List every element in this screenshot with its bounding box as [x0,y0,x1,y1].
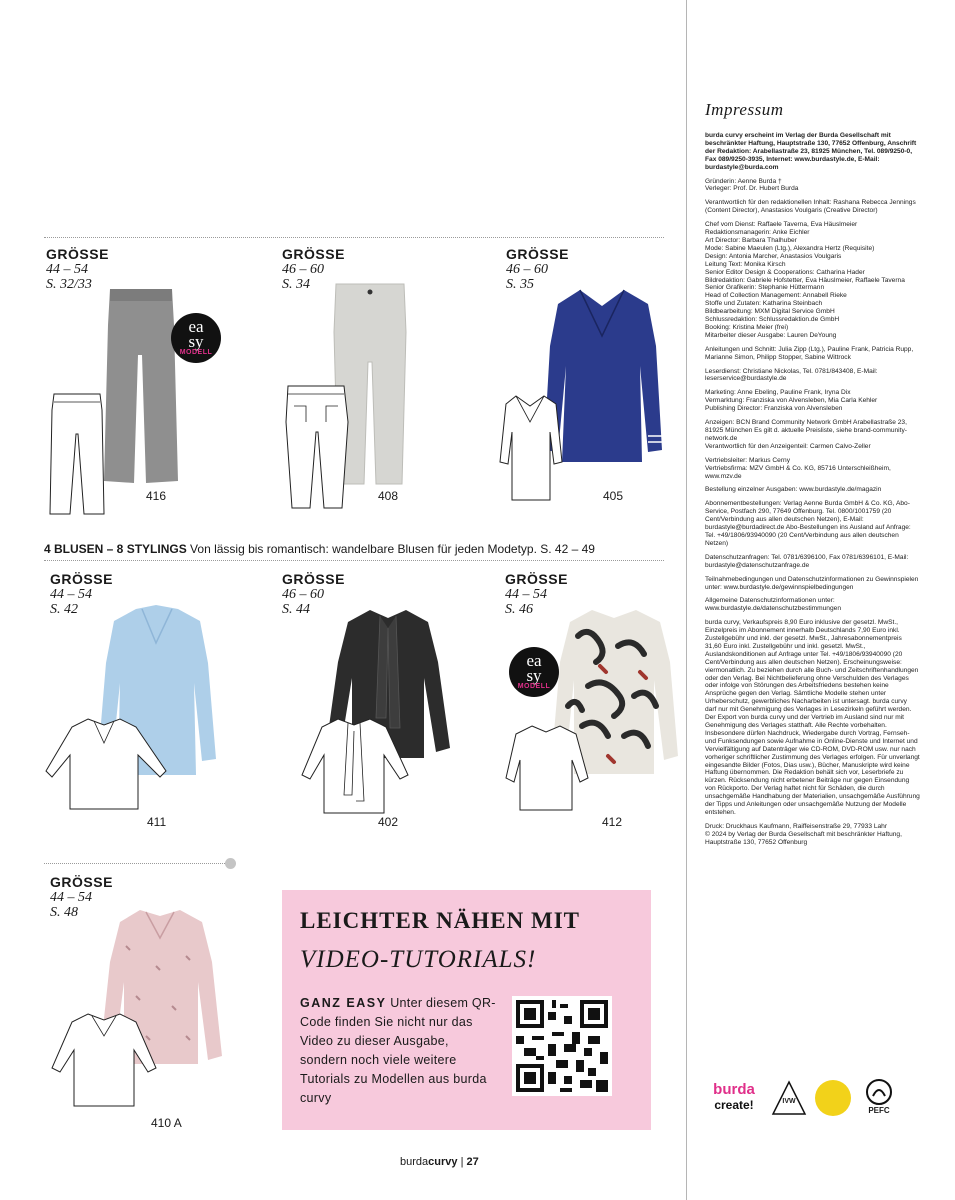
model-number: 411 [147,815,167,829]
page-reference: S. 35 [506,277,534,292]
impressum-founder: Gründerin: Aenne Burda † [705,177,782,185]
staff-line: Mode: Sabine Maeulen (Ltg.), Alexandra Hertz (Requisite) [705,244,875,252]
model-405-technical-drawing [496,392,566,506]
section-text: Von lässig bis romantisch: wandelbare Blusen für jeden Modetyp. S. 42 – 49 [190,542,595,556]
size-label: GRÖSSE [282,246,345,262]
footer-separator: | [460,1156,464,1168]
middle-separator [44,560,664,561]
model-number: 410 A [151,1116,182,1130]
size-range: 44 – 54 [505,587,547,602]
easy-model-badge: ea sy MODELL [171,313,221,363]
model-number: 412 [602,815,623,829]
size-label: GRÖSSE [282,571,345,587]
column-divider [686,0,687,1200]
impressum-distribution-company: Vertriebsfirma: MZV GmbH & Co. KG, 85716 Unterschleißheim, www.mzv.de [705,464,891,480]
publisher-logos [705,1078,920,1122]
impressum-single-orders: Bestellung einzelner Ausgaben: www.burdastyle.de/magazin [705,486,882,494]
marketing-line: Marketing: Anne Ebeling, Pauline Frank, Iryna Dix [705,389,851,397]
burda-create-logo: burda create! [713,1081,755,1112]
impressum-publisher: Verleger: Prof. Dr. Hubert Burda [705,185,799,193]
impressum-ads-responsible: Verantwortlich für den Anzeigenteil: Carmen Calvo-Zeller [705,442,871,450]
pefc-logo: PEFC [859,1078,899,1120]
model-412-technical-drawing [504,722,590,814]
impressum-subscriptions: Abonnementbestellungen: Verlag Aenne Burda GmbH & Co. KG, Abo-Service, Postfach 290, 77649 Offenburg. Tel. 0800/1001759 (20 Cent/Verbindung aus allen deutschen Netzen), E-Mail: burdastyle@burdadirect.de Abo-Bestellungen ins Ausland auf Anfrage: Tel. +49/1806/93940090 (20 Cent/Verbindung aus allen deutschen Netzen) [705,500,911,547]
page-reference: S. 34 [282,277,310,292]
marketing-line: Publishing Director: Franziska von Alvensleben [705,405,843,413]
promo-body [300,994,496,1108]
blusen-section-line [44,542,595,556]
model-416-info [46,246,109,292]
separator-dot [225,858,236,869]
initiative-badge-icon [815,1080,851,1116]
staff-line: Design: Antonia Marcher, Anastasios Voulgaris [705,252,842,260]
video-tutorial-promo [282,890,651,1130]
impressum-contest: Teilnahmebedingungen und Datenschutzinformationen zu Gewinnspielen unter: www.burdastyle.de/gewinnspielbedingungen [705,575,919,591]
size-range: 46 – 60 [506,262,548,277]
size-range: 46 – 60 [282,587,324,602]
page-reference: S. 44 [282,602,310,617]
staff-line: Head of Collection Management: Annabell Rieke [705,292,847,300]
staff-line: Redaktionsmanagerin: Anke Eichler [705,229,810,237]
impressum-text [705,132,920,853]
promo-lead: GANZ EASY [300,996,387,1010]
size-range: 46 – 60 [282,262,324,277]
model-number: 402 [378,815,399,829]
staff-line: Senior Editor Design & Cooperations: Catharina Hader [705,268,865,276]
size-range: 44 – 54 [50,890,92,905]
bottom-separator [44,863,229,864]
model-number: 405 [603,489,624,503]
impressum-intro: burda curvy erscheint im Verlag der Burda Gesellschaft mit beschränkter Haftung, Hauptstraße 130, 77652 Offenburg, Anschrift der Redaktion: Arabellastraße 23, 81925 München, Tel. 089/9250-0, Fax 089/9250-3935, Internet: www.burdastyle.de, E-Mail: burdastyle@burda.com [705,132,917,171]
size-range: 44 – 54 [46,262,88,277]
size-label: GRÖSSE [50,874,113,890]
model-416-photo [102,285,180,487]
promo-subtitle: VIDEO-TUTORIALS! [300,946,537,973]
model-408-technical-drawing [282,382,352,512]
impressum-copyright: © 2024 by Verlag der Burda Gesellschaft mit beschränkter Haftung, Hauptstraße 130, 77652 Offenburg [705,830,902,846]
impressum-distribution: Vertriebsleiter: Markus Cerny [705,456,791,464]
marketing-line: Vermarktung: Franziska von Alvensleben, Mia Carla Kehler [705,397,878,405]
size-label: GRÖSSE [46,246,109,262]
page-reference: S. 48 [50,905,78,920]
impressum-privacy: Datenschutzanfragen: Tel. 0781/6396100, Fax 0781/6396101, E-Mail: burdastyle@datenschutzanfrage.de [705,553,909,569]
model-411-technical-drawing [44,715,168,813]
model-410a-technical-drawing [48,1010,160,1110]
staff-line: Leitung Text: Monika Kirsch [705,260,786,268]
impressum-responsible: Verantwortlich für den redaktionellen Inhalt: Rashana Rebecca Jennings (Content Director), Anastasios Voulgaris (Creative Director) [705,199,916,215]
model-number: 416 [146,489,167,503]
staff-line: Mitarbeiter dieser Ausgabe: Lauren DeYoung [705,331,837,339]
model-number: 408 [378,489,399,503]
size-range: 44 – 54 [50,587,92,602]
size-label: GRÖSSE [50,571,113,587]
page-reference: S. 42 [50,602,78,617]
impressum-instructions: Anleitungen und Schnitt: Julia Zipp (Ltg.), Pauline Frank, Patricia Rupp, Marianne Simon, Philipp Stopper, Sabine Wittrock [705,345,914,361]
model-402-technical-drawing [300,715,410,817]
impressum-ads: Anzeigen: BCN Brand Community Network GmbH Arabellastraße 23, 81925 München Es gilt d. aktuelle Preisliste, siehe brand-community-network.de [705,419,907,442]
staff-line: Chef vom Dienst: Raffaele Taverna, Eva Häuslmeier [705,221,858,229]
qr-code[interactable] [512,996,612,1096]
impressum-legal: burda curvy, Verkaufspreis 8,90 Euro inklusive der gesetzl. MwSt., Einzelpreis im Abonnement innerhalb Deutschlands 7,90 Euro inkl. Zustellgebühr und inkl. der gesetzl. MwSt., Jahresabonnementpreis 31,60 Euro inkl. Zustellgebühr und inkl. gesetzl. MwSt., Auslandskonditionen auf Anfrage unter Tel. +49/1806/93940090 (20 Cent/Verbindung aus allen deutschen Netzen). Erscheinungsweise: viermonatlich. Zu beziehen durch alle Buch- und Zeitschriftenhandlungen oder den Verlag. Bei Nichtbelieferung ohne Verschulden des Verlages oder infolge von Störungen des Arbeitsfriedens bestehen keine Ansprüche gegen den Verlag. Sämtliche Modelle stehen unter Urheberschutz, gewerbliches Nacharbeiten ist untersagt. burda curvy darf nur mit Genehmigung des Verlages in Lesezirkeln geführt werden. Der Export von burda curvy und der Vertrieb im Ausland sind nur mit Genehmigung des Verlages statthaft. Alle Rechte vorbehalten. Insbesondere dürfen Nachdruck, Wiedergabe durch Vortrag, Fernseh- und Funksendungen sowie Aufnahme in Online-Dienste und Internet und Vervielfältigung auf Datenträger wie CD-ROM, DVD-ROM usw. nur nach vorheriger schriftlicher Zustimmung des Verlages erfolgen. Für unverlangt eingesandte Bilder (Fotos, Dias usw.), Bücher, Manuskripte wird keine Haftung übernommen. Die Redaktion behält sich vor, Leserbriefe zu kürzen. Rücksendung nicht erbetener Beiträge nur gegen Einsendung von Rückporto. Der Verlag haftet nicht für Schäden, die durch unsachgemäße Handhabung der Materialien, unsachgemäße Ausführung der Tipps und Anleitungen oder unsachgemäße Nutzung der Modelle entstehen. [705,619,920,816]
impressum-general-privacy: Allgemeine Datenschutzinformationen unter: www.burdastyle.de/datenschutzbestimmungen [705,597,841,613]
page-reference: S. 46 [505,602,533,617]
impressum-reader-service: Leserdienst: Christiane Nickolas, Tel. 0781/843408, E-Mail: leserservice@burdastyle.de [705,367,878,383]
staff-line: Art Director: Barbara Thalhuber [705,236,797,244]
section-heading: 4 BLUSEN – 8 STYLINGS [44,542,187,556]
staff-line: Stoffe und Zutaten: Katharina Steinbach [705,300,823,308]
pefc-icon [865,1078,893,1106]
model-416-technical-drawing [48,390,106,518]
impressum-print: Druck: Druckhaus Kaufmann, Raiffeisenstraße 29, 77933 Lahr [705,822,888,830]
size-label: GRÖSSE [506,246,569,262]
staff-line: Schlussredaktion: Schlussredaktion.de GmbH [705,316,840,324]
staff-line: Bildbearbeitung: MXM Digital Service GmbH [705,308,835,316]
top-separator [44,237,664,238]
footer-brand-bold: curvy [428,1156,458,1168]
page-reference: S. 32/33 [46,277,92,292]
promo-text: Unter diesem QR-Code finden Sie nicht nur das Video zu dieser Ausgabe, sondern noch viele weitere Tutorials zu Modellen aus burda curvy [300,996,496,1105]
qr-code-icon [512,996,612,1096]
size-label: GRÖSSE [505,571,568,587]
ivw-logo: IVW [771,1080,807,1118]
page-footer [400,1156,479,1168]
staff-line: Booking: Kristina Meier (frei) [705,323,789,331]
staff-line: Senior Grafikerin: Stephanie Hüttermann [705,284,825,292]
staff-line: Bildredaktion: Gabriele Hofstetter, Eva Häuslmeier, Raffaele Taverna [705,276,905,284]
impressum-title: Impressum [705,100,784,119]
promo-title: LEICHTER NÄHEN MIT [300,908,580,933]
easy-model-badge: ea sy MODELL [509,647,559,697]
footer-brand: burda [400,1156,429,1168]
page-number: 27 [466,1156,479,1168]
